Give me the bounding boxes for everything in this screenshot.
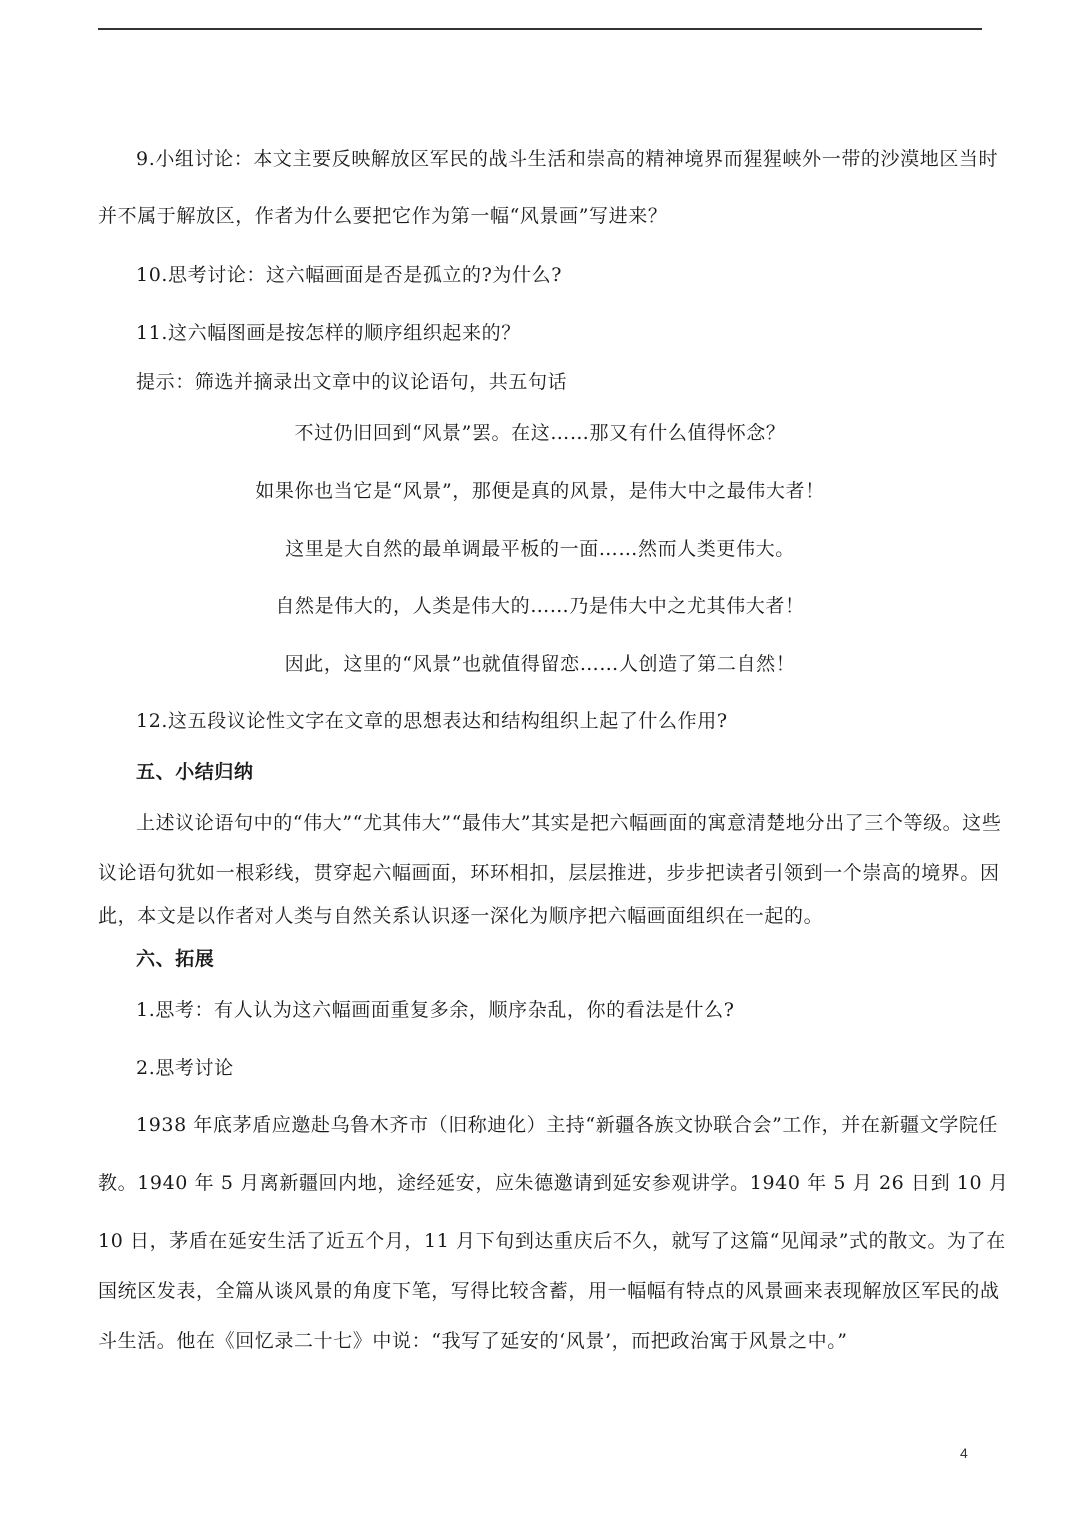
question-11: 11.这六幅图画是按怎样的顺序组织起来的？ bbox=[136, 322, 521, 344]
section-5-line-2: 议论语句犹如一根彩线，贯穿起六幅画面，环环相扣，层层推进，步步把读者引领到一个崇高的境界。因 bbox=[98, 862, 1000, 884]
section-6-item-1: 1.思考：有人认为这六幅画面重复多余，顺序杂乱，你的看法是什么? bbox=[136, 999, 735, 1021]
section-6-heading: 六、拓展 bbox=[136, 948, 215, 970]
section-5-line-3: 此，本文是以作者对人类与自然关系认识逐一深化为顺序把六幅画面组织在一起的。 bbox=[98, 905, 824, 927]
section-6-paragraph-line-5: 斗生活。他在《回忆录二十七》中说：“我写了延安的‘风景’，而把政治寓于风景之中。” bbox=[98, 1330, 848, 1352]
section-6-paragraph-line-1: 1938 年底茅盾应邀赴乌鲁木齐市（旧称迪化）主持“新疆各族文协联合会”工作，并在新疆文学院任 bbox=[136, 1114, 999, 1136]
section-5-line-1: 上述议论语句中的“伟大”“尤其伟大”“最伟大”其实是把六幅画面的寓意清楚地分出了三个等级。这些 bbox=[136, 812, 1002, 834]
question-9-line-2: 并不属于解放区，作者为什么要把它作为第一幅“风景画”写进来？ bbox=[98, 205, 668, 227]
page-number: 4 bbox=[960, 1445, 968, 1461]
question-10: 10.思考讨论：这六幅画面是否是孤立的?为什么? bbox=[136, 264, 562, 286]
question-9-line-1: 9.小组讨论：本文主要反映解放区军民的战斗生活和崇高的精神境界而猩猩峡外一带的沙漠地区当时 bbox=[136, 148, 999, 170]
quote-3: 这里是大自然的最单调最平板的一面……然而人类更伟大。 bbox=[285, 538, 795, 560]
quote-2: 如果你也当它是“风景”，那便是真的风景，是伟大中之最伟大者！ bbox=[255, 480, 825, 502]
quote-5: 因此，这里的“风景”也就值得留恋……人创造了第二自然！ bbox=[284, 653, 796, 675]
section-6-item-2: 2.思考讨论 bbox=[136, 1057, 234, 1079]
header-rule bbox=[98, 28, 982, 30]
section-6-paragraph-line-4: 国统区发表，全篇从谈风景的角度下笔，写得比较含蓄，用一幅幅有特点的风景画来表现解放区军民的战 bbox=[98, 1280, 1000, 1302]
quote-4: 自然是伟大的，人类是伟大的……乃是伟大中之尤其伟大者！ bbox=[275, 595, 805, 617]
quote-1: 不过仍旧回到“风景”罢。在这……那又有什么值得怀念？ bbox=[294, 422, 786, 444]
section-6-paragraph-line-2: 教。1940 年 5 月离新疆回内地，途经延安，应朱德邀请到延安参观讲学。1940 年 5 月 26 日到 10 月 bbox=[98, 1172, 1009, 1194]
question-12: 12.这五段议论性文字在文章的思想表达和结构组织上起了什么作用? bbox=[136, 710, 728, 732]
section-6-paragraph-line-3: 10 日，茅盾在延安生活了近五个月，11 月下旬到达重庆后不久，就写了这篇“见闻录”式的散文。为了在 bbox=[98, 1230, 1006, 1252]
section-5-heading: 五、小结归纳 bbox=[136, 761, 254, 783]
hint-text: 提示：筛选并摘录出文章中的议论语句，共五句话 bbox=[136, 371, 568, 393]
